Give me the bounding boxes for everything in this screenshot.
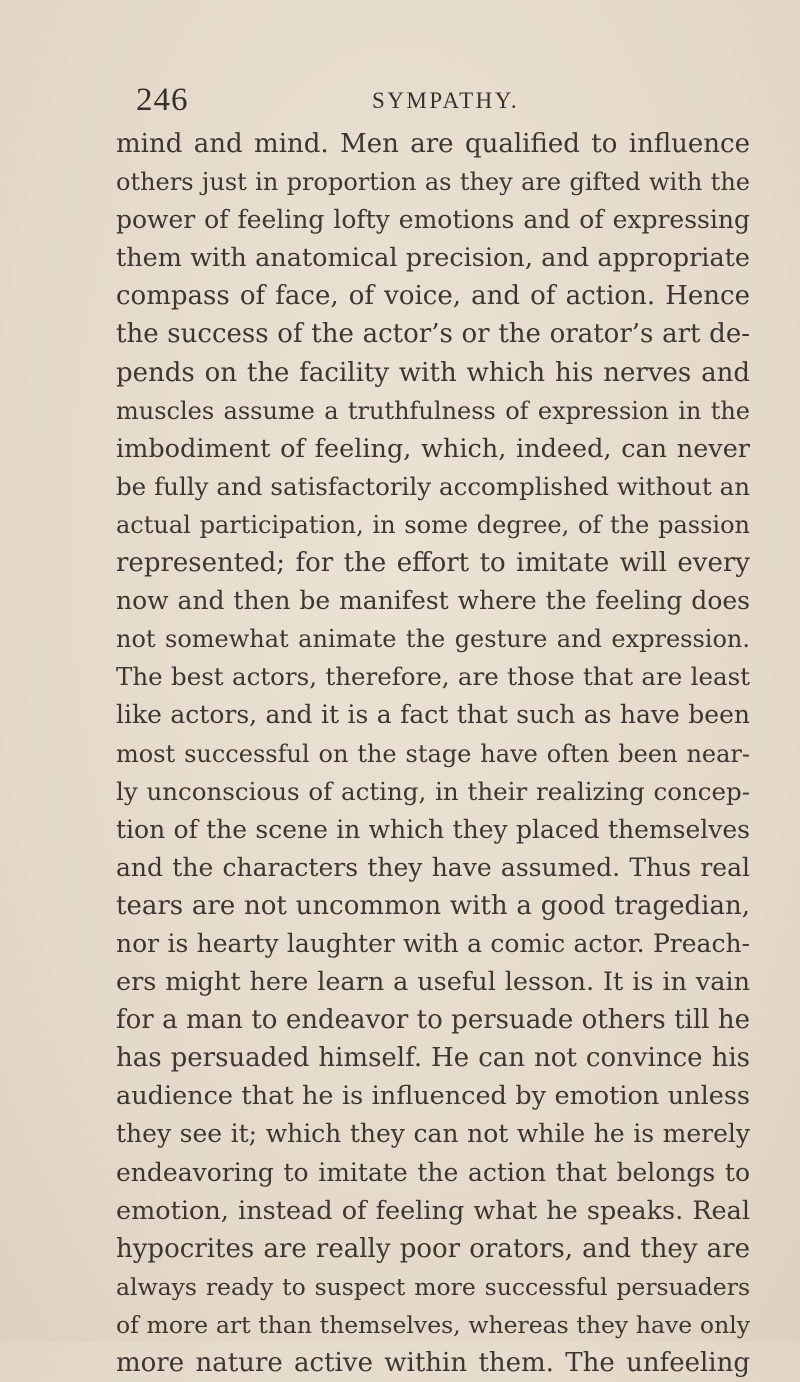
text-line: mind and mind. Men are qualified to influence <box>116 129 750 159</box>
text-line: always ready to suspect more successful persuaders <box>116 1272 750 1301</box>
text-line: audience that he is influenced by emotion unless <box>116 1081 750 1112</box>
text-line: of more art than themselves, whereas they have only <box>116 1310 750 1339</box>
text-line: pends on the facility with which his nerves and <box>116 357 750 388</box>
text-line: hypocrites are really poor orators, and they are <box>116 1233 750 1264</box>
text-line: ly unconscious of acting, in their realizing concep- <box>116 776 750 806</box>
text-line: the success of the actor’s or the orator’s art de- <box>116 319 750 350</box>
text-line: more nature active within them. The unfeeling <box>116 1348 750 1378</box>
text-line: muscles assume a truthfulness of expression in the <box>116 396 750 425</box>
text-line: tears are not uncommon with a good tragedian, <box>116 890 750 921</box>
running-head: SYMPATHY. <box>372 88 520 113</box>
text-line: actual participation, in some degree, of the passion <box>116 510 750 539</box>
text-line: tion of the scene in which they placed themselves <box>116 814 750 844</box>
text-line: endeavoring to imitate the action that belongs to <box>116 1157 750 1187</box>
text-line: nor is hearty laughter with a comic actor. Preach- <box>116 928 750 958</box>
text-line: them with anatomical precision, and appropriate <box>116 243 750 274</box>
body-text <box>116 125 750 1382</box>
text-line: imbodiment of feeling, which, indeed, can never <box>116 433 750 464</box>
text-line: The best actors, therefore, are those that are least <box>116 662 750 692</box>
text-line: represented; for the effort to imitate will every <box>116 548 750 579</box>
text-line: now and then be manifest where the feeling does <box>116 586 750 616</box>
text-line: ers might here learn a useful lesson. It is in vain <box>116 967 750 998</box>
text-line: has persuaded himself. He can not convince his <box>116 1043 750 1074</box>
text-line: not somewhat animate the gesture and expression. <box>116 625 750 654</box>
text-line: be fully and satisfactorily accomplished without an <box>116 471 750 501</box>
text-line: most successful on the stage have often been near- <box>116 739 750 768</box>
text-line: compass of face, of voice, and of action. Hence <box>116 281 750 312</box>
text-line: they see it; which they can not while he is merely <box>116 1119 750 1149</box>
text-line: emotion, instead of feeling what he speaks. Real <box>116 1195 750 1226</box>
text-line: like actors, and it is a fact that such as have been <box>116 700 750 730</box>
text-line: others just in proportion as they are gifted with the <box>116 168 750 197</box>
text-line: power of feeling lofty emotions and of expressing <box>116 205 750 235</box>
text-line: and the characters they have assumed. Thus real <box>116 852 750 882</box>
page-number: 246 <box>136 82 189 118</box>
text-line: for a man to endeavor to persuade others till he <box>116 1005 750 1036</box>
page-header <box>136 80 740 120</box>
